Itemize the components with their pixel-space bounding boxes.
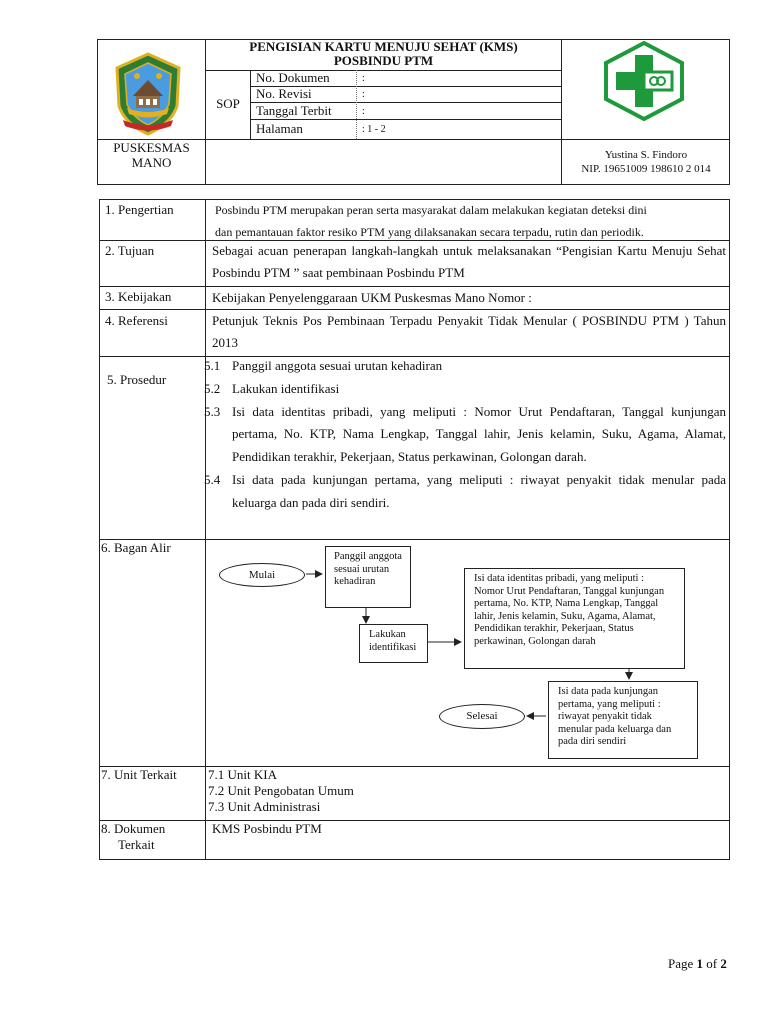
page-prefix: Page [668,956,697,971]
step-text: Panggil anggota sesuai urutan kehadiran [232,358,443,373]
title-line2: POSBINDU PTM [333,53,434,68]
unit-item: 7.3 Unit Administrasi [208,799,321,814]
referensi-text: Petunjuk Teknis Pos Pembinaan Terpadu Penyakit Tidak Menular ( POSBINDU PTM ) Tahun 2013 [212,313,726,350]
flow-start-label: Mulai [248,569,276,581]
field-no-revisi-label: No. Revisi [256,86,312,101]
prosedur-label: 5. Prosedur [107,372,167,387]
signer-name: Yustina S. Findoro [604,149,688,161]
step-number: 5.2 [204,380,221,396]
field-no-dokumen-label: No. Dokumen [256,70,330,85]
page-number [668,956,727,972]
dokumen-label-line1: 8. Dokumen [101,821,166,836]
dokumen-label [101,821,165,853]
unit-item: 7.2 Unit Pengobatan Umum [208,783,354,798]
flow-lakukan: Lakukan identifikasi [359,624,428,663]
pengertian-label: 1. Pengertian [105,202,174,217]
field-halaman-value: : 1 - 2 [362,124,386,135]
kebijakan-label: 3. Kebijakan [105,289,172,304]
pengertian-line2: dan pemantauan faktor resiko PTM yang dilaksanakan secara terpadu, rutin dan periodik. [215,225,644,239]
flow-start [219,563,305,587]
step-number: 5.3 [204,403,221,419]
flow-panggil: Panggil anggota sesuai urutan kehadiran [325,546,411,608]
pengertian-line1: Posbindu PTM merupakan peran serta masyarakat dalam melakukan kegiatan deteksi dini [215,203,647,217]
org-line1: PUSKESMAS [113,140,190,155]
page-of: of [703,956,721,971]
kebijakan-text: Kebijakan Penyelenggaraan UKM Puskesmas Mano Nomor : [212,290,532,305]
bagan-label: 6. Bagan Alir [101,540,171,555]
unit-label: 7. Unit Terkait [101,767,177,782]
step-text: Isi data identitas pribadi, yang meliputi : Nomor Urut Pendaftaran, Tanggal kunjungan pertama, No. KTP, Nama Lengkap, Tanggal lahir, Jenis kelamin, Suku, Agama, Alamat, Pendidikan terakhir, Pekerjaan, Status perkawinan, Golongan darah. [232,403,726,465]
step-number: 5.4 [204,471,221,487]
sop-label: SOP [216,96,240,111]
field-no-revisi-value: : [362,89,365,100]
tujuan-label: 2. Tujuan [105,243,155,258]
title-line1: PENGISIAN KARTU MENUJU SEHAT (KMS) [249,39,518,54]
flow-isi-identitas: Isi data identitas pribadi, yang meliputi : Nomor Urut Pendaftaran, Tanggal kunjungan pertama, No. KTP, Nama Lengkap, Tanggal lahir, Jenis kelamin, Suku, Agama, Alamat, Pendidikan terakhir, Pekerjaan, Status perkawinan, Golongan darah [464,568,685,669]
tujuan-text: Sebagai acuan penerapan langkah-langkah untuk melaksanakan “Pengisian Kartu Menuju Sehat Posbindu PTM ” saat pembinaan Posbindu PTM [212,243,726,280]
step-number: 5.1 [204,358,221,373]
org-line2: MANO [131,155,172,170]
unit-item: 7.1 Unit KIA [208,767,277,782]
unit-list [208,767,354,815]
field-tanggal-terbit-value: : [362,106,365,117]
step-text: Isi data pada kunjungan pertama, yang meliputi : riwayat penyakit tidak menular pada keluarga dan pada diri sendiri. [232,471,726,510]
page-total: 2 [720,956,727,971]
field-no-dokumen-value: : [362,73,365,84]
flow-isi-kunjungan: Isi data pada kunjungan pertama, yang meliputi : riwayat penyakit tidak menular pada keluarga dan pada diri sendiri [548,681,698,759]
flow-end [439,704,525,729]
flow-end-label: Selesai [466,710,498,722]
step-text: Lakukan identifikasi [232,380,340,396]
signer-nip: NIP. 19651009 198610 2 014 [581,163,711,175]
referensi-label: 4. Referensi [105,313,168,328]
field-tanggal-terbit-label: Tanggal Terbit [256,103,332,118]
page-current: 1 [696,956,704,971]
dokumen-text: KMS Posbindu PTM [212,821,322,836]
dokumen-label-line2: Terkait [118,837,155,852]
field-halaman-label: Halaman [256,121,303,136]
